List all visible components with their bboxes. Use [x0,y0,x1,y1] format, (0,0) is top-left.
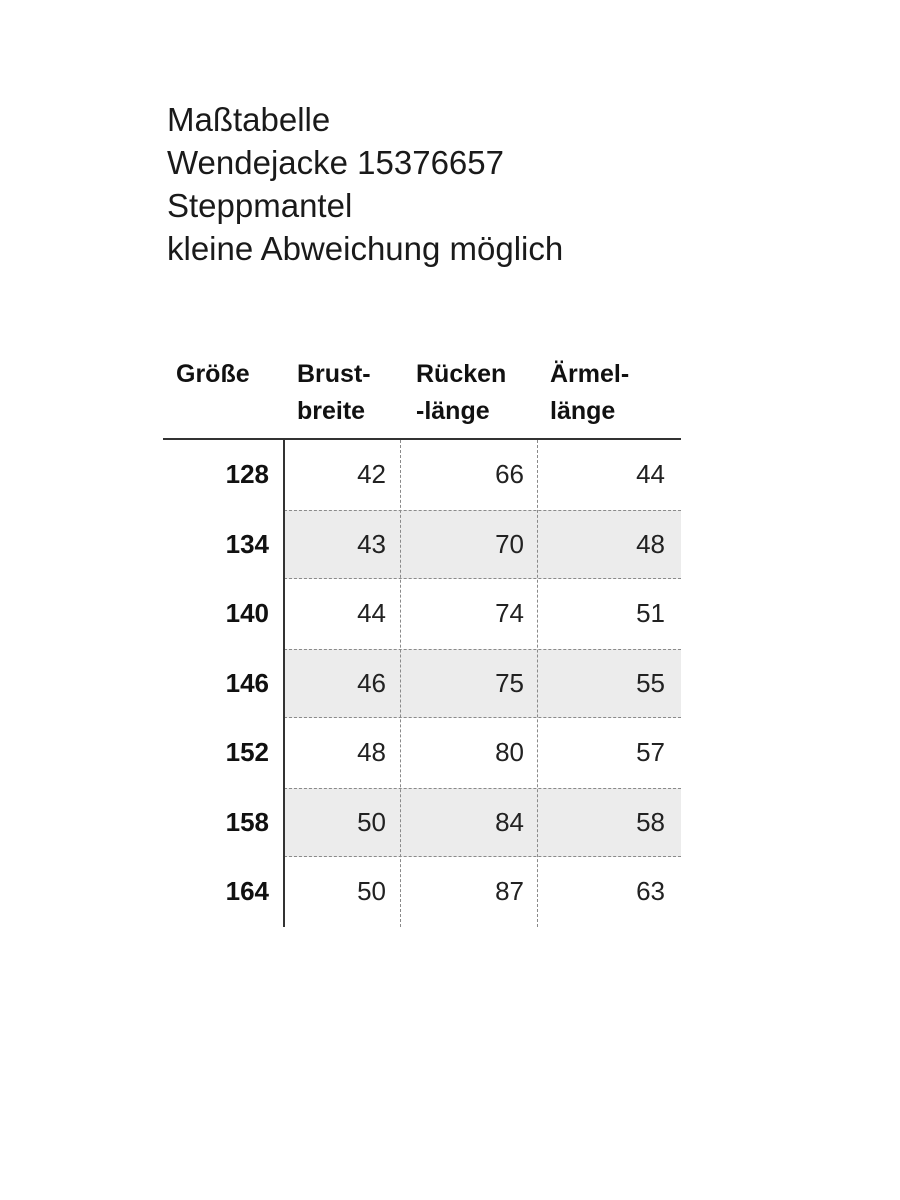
chest-width-cell: 44 [357,598,386,629]
chest-width-cell: 46 [357,667,386,698]
table-row [163,718,681,788]
sleeve-length-cell: 63 [636,876,665,907]
table-row [163,510,681,580]
size-cell: 128 [225,459,269,490]
heading-product-type: Steppmantel [167,187,353,224]
back-length-cell: 87 [495,876,524,907]
header-sleeve-length: Ärmel- länge [550,360,630,425]
sleeve-length-cell: 51 [636,598,665,629]
back-length-cell: 70 [495,528,524,559]
table-row [163,440,681,510]
size-cell: 134 [225,528,269,559]
header-chest-width: Brust- breite [297,360,371,425]
chest-width-cell: 42 [357,459,386,490]
table-row [163,579,681,649]
heading-note: kleine Abweichung möglich [167,230,564,267]
header-size: Größe [176,360,250,388]
size-cell: 158 [225,806,269,837]
table-header [163,356,681,440]
sleeve-length-cell: 55 [636,667,665,698]
sleeve-length-cell: 44 [636,459,665,490]
chest-width-cell: 48 [357,737,386,768]
column-divider [400,440,401,927]
chest-width-cell: 43 [357,528,386,559]
size-table [163,356,681,927]
back-length-cell: 84 [495,806,524,837]
sleeve-length-cell: 57 [636,737,665,768]
size-cell: 146 [225,667,269,698]
sleeve-length-cell: 58 [636,806,665,837]
table-row [163,788,681,858]
heading-product: Wendejacke 15376657 [167,144,504,181]
document-heading [167,98,563,270]
size-column-divider [283,440,285,927]
back-length-cell: 74 [495,598,524,629]
table-row [163,857,681,927]
size-cell: 164 [225,876,269,907]
chest-width-cell: 50 [357,806,386,837]
table-body [163,440,681,927]
sleeve-length-cell: 48 [636,528,665,559]
table-row [163,649,681,719]
size-cell: 140 [225,598,269,629]
chest-width-cell: 50 [357,876,386,907]
back-length-cell: 75 [495,667,524,698]
header-back-length: Rücken -länge [416,360,507,425]
back-length-cell: 66 [495,459,524,490]
back-length-cell: 80 [495,737,524,768]
heading-title: Maßtabelle [167,101,331,138]
column-divider [537,440,538,927]
size-cell: 152 [225,737,269,768]
